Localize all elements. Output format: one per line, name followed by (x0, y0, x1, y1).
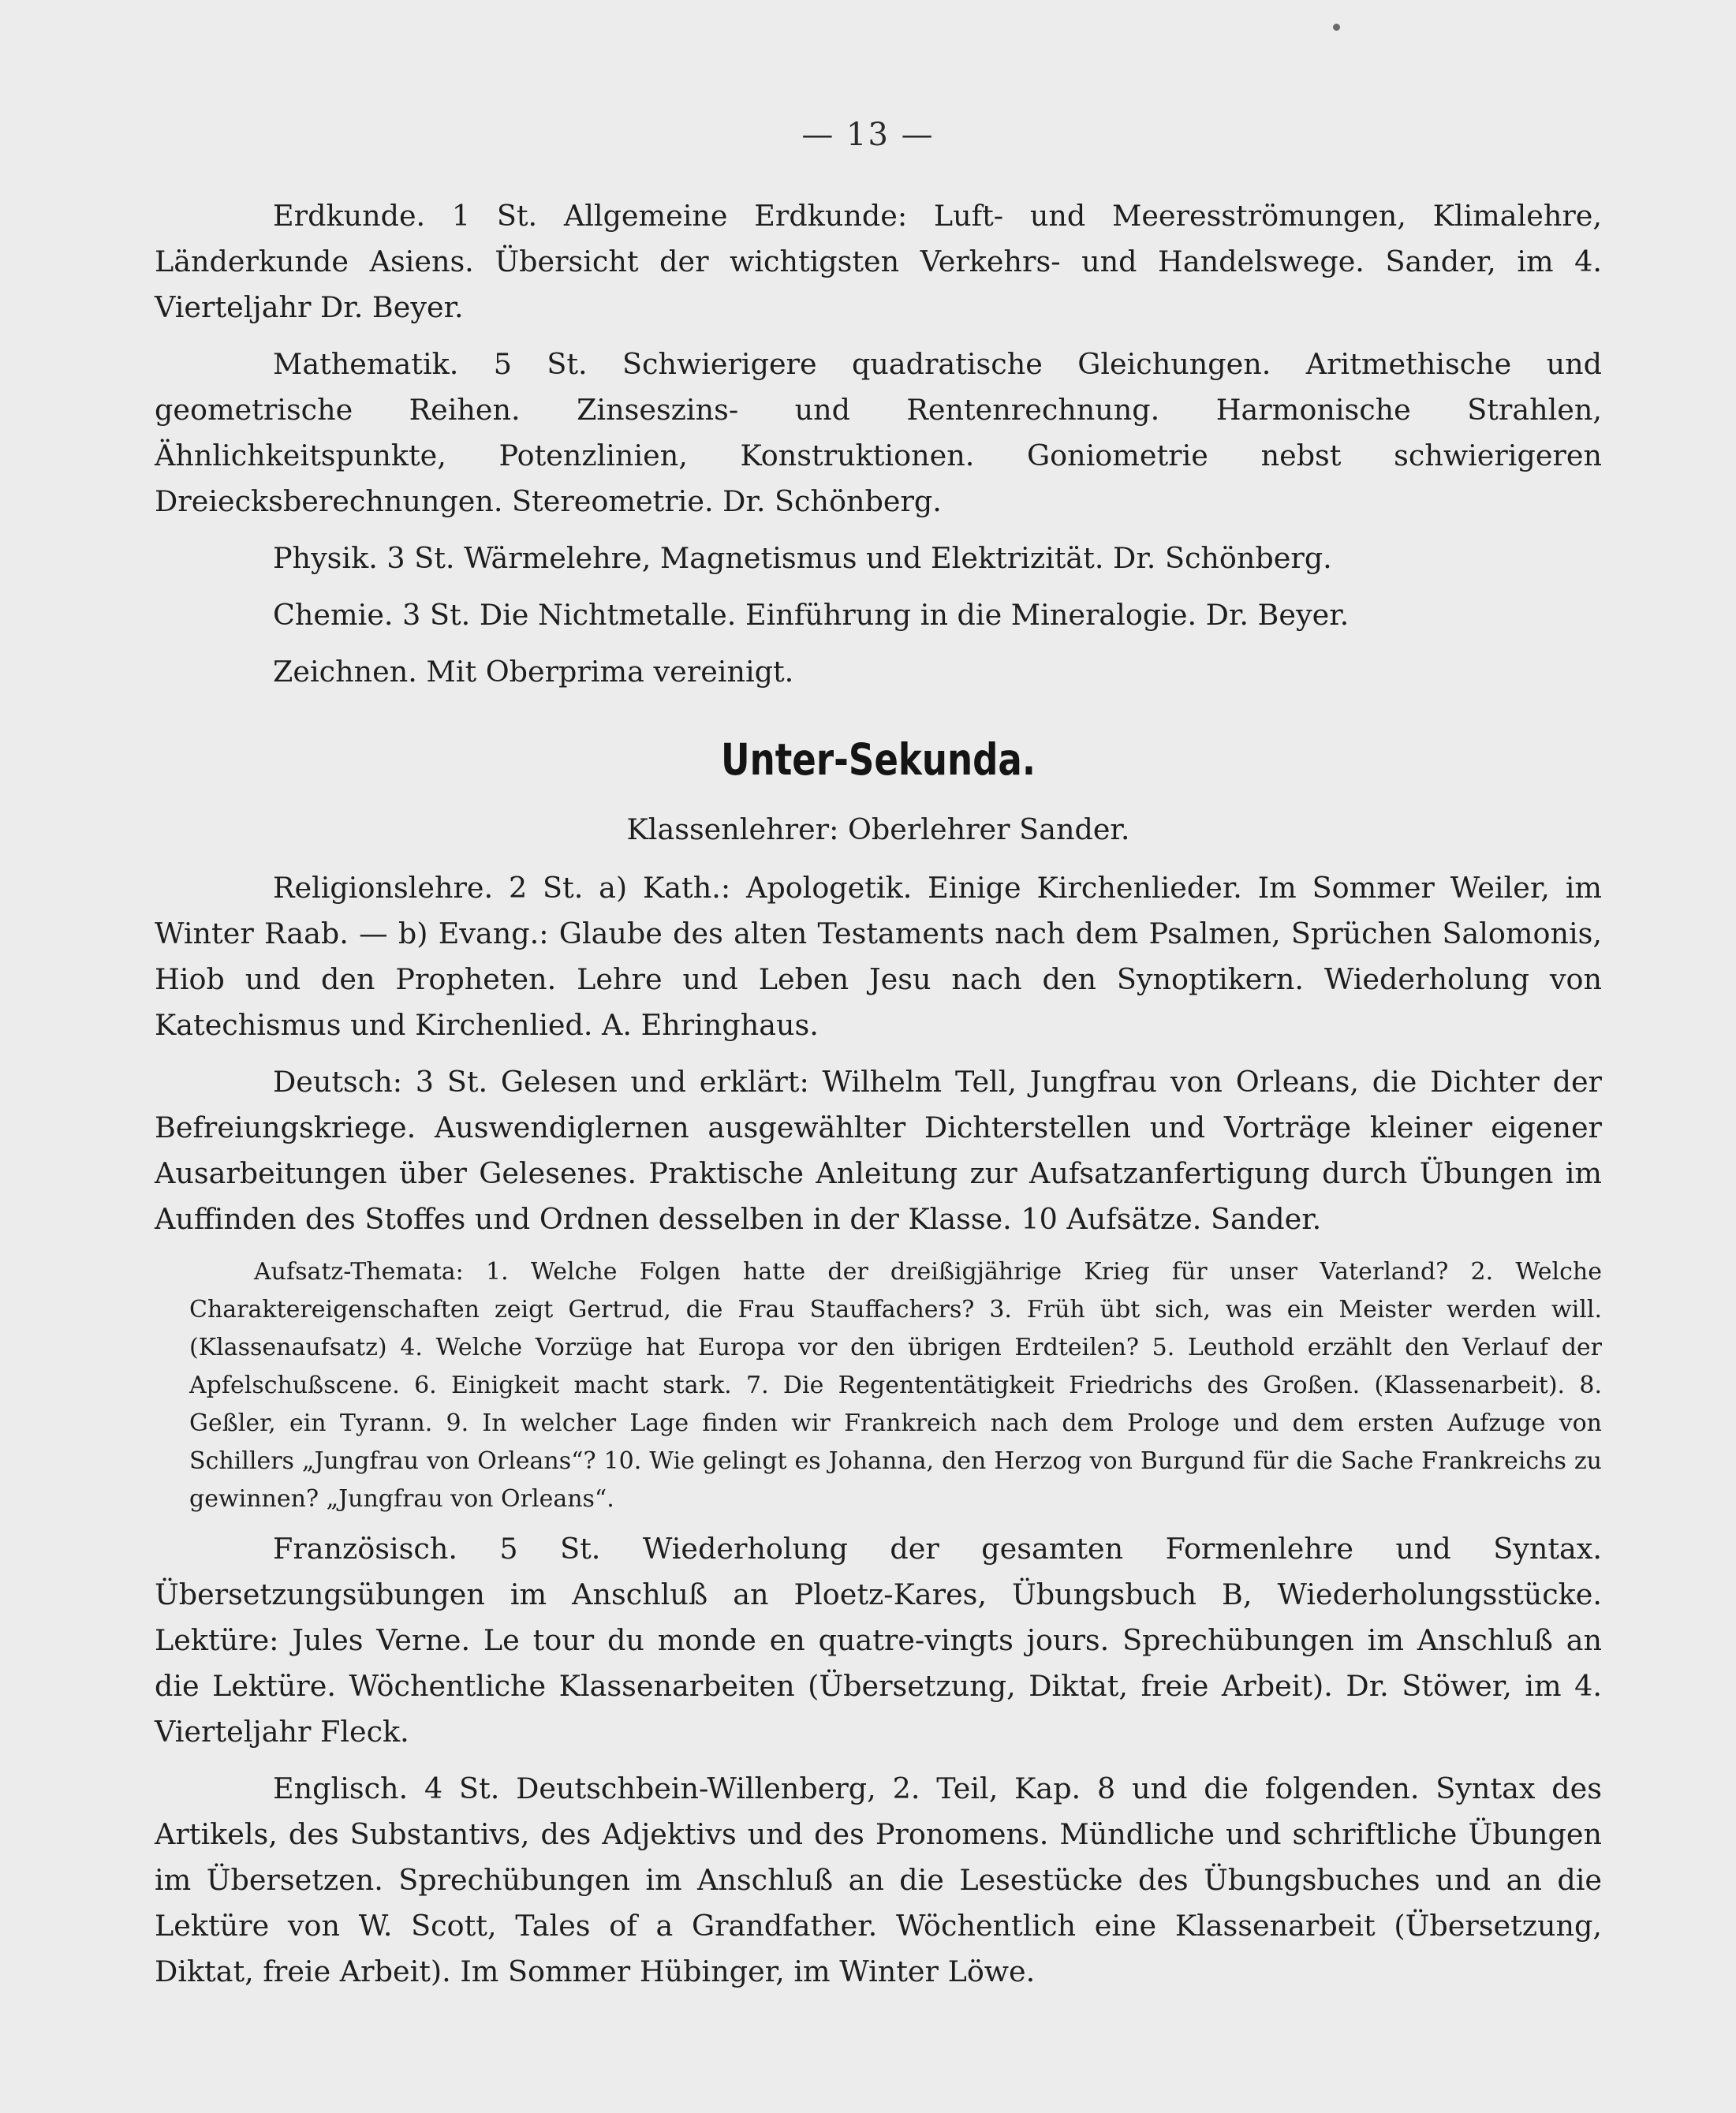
paragraph-zeichnen: Zeichnen. Mit Oberprima vereinigt. (273, 655, 794, 689)
paragraph-mathematik: Mathematik. 5 St. Schwierigere quadratische Gleichungen. Aritmethische und geometrische Reihen. Zinseszins- und Rentenrechnung. Harmonische Strahlen, Ähnlichkeitspunkte, Potenzlinien, Konstruktionen. Goniometrie nebst schwierigeren Dreiecksberechnungen. Stereometrie. Dr. Schönberg. (155, 347, 1602, 518)
page-number: — 13 — (801, 117, 935, 153)
paragraph-deutsch: Deutsch: 3 St. Gelesen und erklärt: Wilhelm Tell, Jungfrau von Orleans, die Dichter der Befreiungskriege. Auswendiglernen ausgewählter Dichterstellen und Vorträge kleiner eigener Ausarbeitungen über Gelesenes. Praktische Anleitung zur Aufsatzanfertigung durch Übungen im Auffinden des Stoffes und Ordnen desselben in der Klasse. 10 Aufsätze. Sander. (155, 1065, 1602, 1236)
class-teacher-line: Klassenlehrer: Oberlehrer Sander. (626, 812, 1130, 846)
section-heading: Unter-Sekunda. (721, 734, 1036, 785)
paragraph-englisch: Englisch. 4 St. Deutschbein-Willenberg, 2. Teil, Kap. 8 und die folgenden. Syntax des Artikels, des Substantivs, des Adjektivs und des Pronomens. Mündliche und schriftliche Übungen im Übersetzen. Sprechübungen im Anschluß an die Lesestücke des Übungsbuches und an die Lektüre von W. Scott, Tales of a Grandfather. Wöchentlich eine Klassenarbeit (Übersetzung, Diktat, freie Arbeit). Im Sommer Hübinger, im Winter Löwe. (155, 1771, 1602, 1988)
paragraph-franzoesisch: Französisch. 5 St. Wiederholung der gesamten Formenlehre und Syntax. Übersetzungsübungen im Anschluß an Ploetz-Kares, Übungsbuch B, Wiederholungsstücke. Lektüre: Jules Verne. Le tour du monde en quatre-vingts jours. Sprechübungen im Anschluß an die Lektüre. Wöchentliche Klassenarbeiten (Übersetzung, Diktat, freie Arbeit). Dr. Stöwer, im 4. Vierteljahr Fleck. (155, 1532, 1602, 1749)
paragraph-physik: Physik. 3 St. Wärmelehre, Magnetismus und Elektrizität. Dr. Schönberg. (273, 541, 1332, 575)
ink-speck (1333, 24, 1340, 31)
page-body (155, 193, 1602, 2006)
paragraph-chemie: Chemie. 3 St. Die Nichtmetalle. Einführung in die Mineralogie. Dr. Beyer. (273, 598, 1350, 632)
paragraph-erdkunde: Erdkunde. 1 St. Allgemeine Erdkunde: Luft- und Meeresströmungen, Klimalehre, Länderkunde Asiens. Übersicht der wichtigsten Verkehrs- und Handelswege. Sander, im 4. Vierteljahr Dr. Beyer. (155, 199, 1602, 324)
paragraph-religionslehre: Religionslehre. 2 St. a) Kath.: Apologetik. Einige Kirchenlieder. Im Sommer Weiler, im Winter Raab. — b) Evang.: Glaube des alten Testaments nach dem Psalmen, Sprüchen Salomonis, Hiob und den Propheten. Lehre und Leben Jesu nach den Synoptikern. Wiederholung von Katechismus und Kirchenlied. A. Ehringhaus. (155, 871, 1602, 1042)
paragraph-aufsatz-themata: Aufsatz-Themata: 1. Welche Folgen hatte der dreißigjährige Krieg für unser Vaterland? 2. Welche Charaktereigenschaften zeigt Gertrud, die Frau Stauffachers? 3. Früh übt sich, was ein Meister werden will. (Klassenaufsatz) 4. Welche Vorzüge hat Europa vor den übrigen Erdteilen? 5. Leuthold erzählt den Verlauf der Apfelschußscene. 6. Einigkeit macht stark. 7. Die Regententätigkeit Friedrichs des Großen. (Klassenarbeit). 8. Geßler, ein Tyrann. 9. In welcher Lage finden wir Frankreich nach dem Prologe und dem ersten Aufzuge von Schillers „Jungfrau von Orleans“? 10. Wie gelingt es Johanna, den Herzog von Burgund für die Sache Frankreichs zu gewinnen? „Jungfrau von Orleans“. (189, 1258, 1602, 1513)
